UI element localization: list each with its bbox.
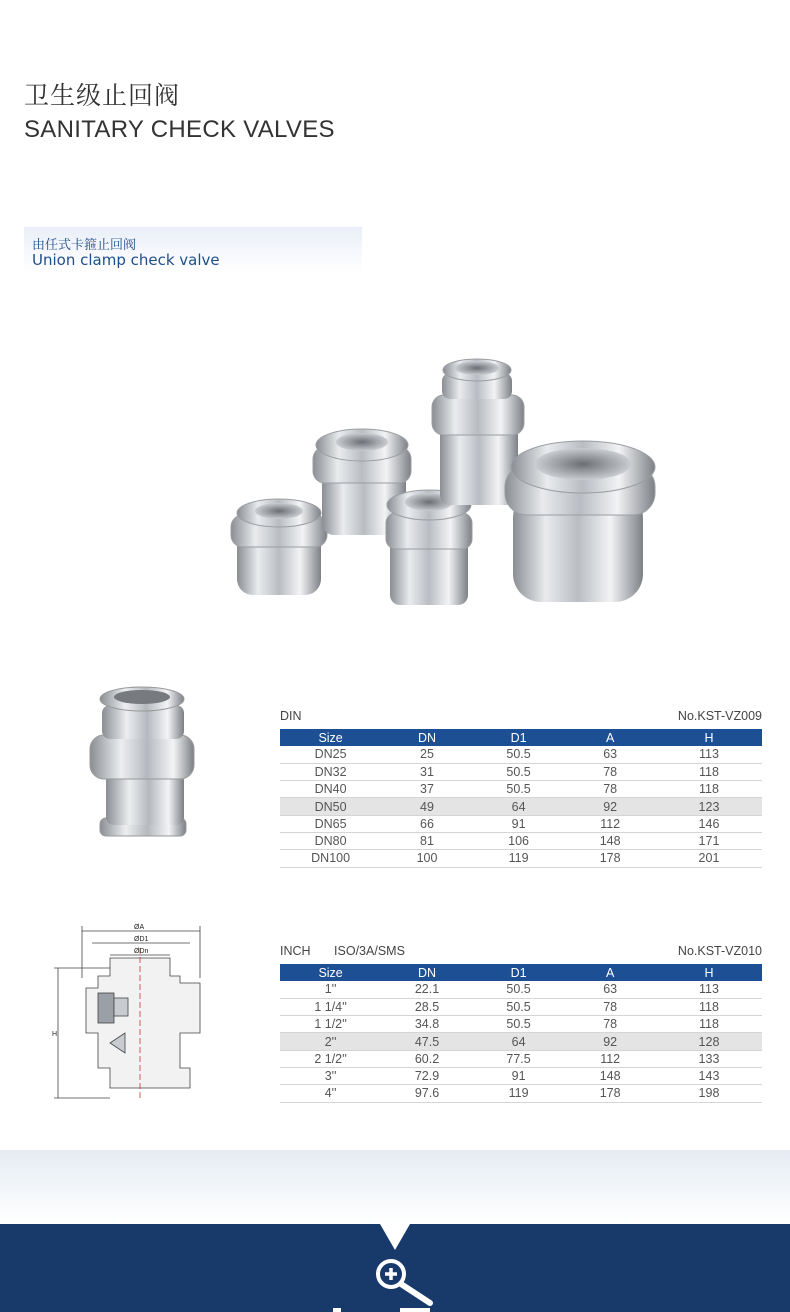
inch-cell: 1 1/2''	[280, 1016, 381, 1033]
inch-table-row	[280, 1033, 762, 1050]
inch-cell: 78	[564, 1016, 656, 1033]
din-table-row	[280, 850, 762, 867]
din-cell: 78	[564, 763, 656, 780]
din-cell: 146	[656, 815, 762, 832]
din-spec-table	[280, 707, 762, 868]
din-cell: DN50	[280, 798, 381, 815]
din-cell: 63	[564, 746, 656, 763]
inch-col-h: H	[656, 964, 762, 981]
din-cell: 123	[656, 798, 762, 815]
din-cell: 178	[564, 850, 656, 867]
din-cell: 78	[564, 781, 656, 798]
din-cell: DN32	[280, 763, 381, 780]
footer-notch	[380, 1224, 410, 1250]
din-col-size: Size	[280, 729, 381, 746]
footer-text-fragment	[400, 1308, 430, 1312]
inch-cell: 60.2	[381, 1050, 473, 1067]
din-cell: 118	[656, 781, 762, 798]
din-cell: 91	[473, 815, 565, 832]
inch-col-size: Size	[280, 964, 381, 981]
inch-cell: 3''	[280, 1067, 381, 1084]
footer-text-fragment	[333, 1308, 341, 1312]
inch-cell: 34.8	[381, 1016, 473, 1033]
din-table-row	[280, 815, 762, 832]
subheader-en: Union clamp check valve	[32, 251, 220, 269]
page-title-en: SANITARY CHECK VALVES	[24, 116, 335, 143]
inch-cell: 148	[564, 1067, 656, 1084]
din-cell: 81	[381, 832, 473, 849]
din-table-meta	[280, 707, 762, 729]
din-cell: 64	[473, 798, 565, 815]
inch-cell: 4''	[280, 1085, 381, 1102]
din-cell: 148	[564, 832, 656, 849]
dim-dn-label: ØDn	[134, 948, 149, 955]
inch-table-meta	[280, 942, 762, 964]
din-cell: DN25	[280, 746, 381, 763]
din-table-row	[280, 798, 762, 815]
product-single-photo	[80, 683, 200, 853]
inch-cell: 128	[656, 1033, 762, 1050]
dim-h-label: H	[52, 1031, 58, 1038]
zoom-in-icon[interactable]	[374, 1257, 436, 1307]
inch-cell: 78	[564, 998, 656, 1015]
din-cell: 92	[564, 798, 656, 815]
inch-table-row	[280, 1067, 762, 1084]
inch-cell: 50.5	[473, 1016, 565, 1033]
din-cell: 106	[473, 832, 565, 849]
inch-cell: 112	[564, 1050, 656, 1067]
din-cell: 50.5	[473, 746, 565, 763]
din-header-row	[280, 729, 762, 746]
din-cell: 100	[381, 850, 473, 867]
inch-cell: 63	[564, 981, 656, 998]
inch-cell: 2 1/2''	[280, 1050, 381, 1067]
inch-cell: 143	[656, 1067, 762, 1084]
din-label: DIN	[280, 709, 302, 723]
din-cell: 118	[656, 763, 762, 780]
din-cell: 66	[381, 815, 473, 832]
technical-drawing	[50, 918, 210, 1103]
inch-cell: 113	[656, 981, 762, 998]
din-table-row	[280, 781, 762, 798]
din-table	[280, 729, 762, 868]
din-cell: 50.5	[473, 781, 565, 798]
inch-cell: 50.5	[473, 981, 565, 998]
inch-cell: 118	[656, 998, 762, 1015]
din-cell: 112	[564, 815, 656, 832]
din-cell: DN65	[280, 815, 381, 832]
inch-cell: 133	[656, 1050, 762, 1067]
inch-col-d1: D1	[473, 964, 565, 981]
inch-table	[280, 964, 762, 1103]
inch-standard: ISO/3A/SMS	[334, 944, 405, 958]
dim-a-label: ØA	[134, 924, 145, 931]
inch-table-row	[280, 1050, 762, 1067]
inch-table-row	[280, 998, 762, 1015]
inch-cell: 50.5	[473, 998, 565, 1015]
inch-cell: 47.5	[381, 1033, 473, 1050]
product-subheader	[24, 227, 362, 273]
din-cell: 201	[656, 850, 762, 867]
inch-cell: 97.6	[381, 1085, 473, 1102]
page-title-cn: 卫生级止回阀	[24, 81, 181, 110]
din-code: No.KST-VZ009	[677, 709, 762, 723]
inch-cell: 2''	[280, 1033, 381, 1050]
inch-cell: 28.5	[381, 998, 473, 1015]
din-cell: 119	[473, 850, 565, 867]
inch-spec-table	[280, 942, 762, 1103]
din-table-row	[280, 763, 762, 780]
inch-cell: 77.5	[473, 1050, 565, 1067]
dim-d1-label: ØD1	[134, 936, 149, 943]
din-cell: 50.5	[473, 763, 565, 780]
inch-cell: 178	[564, 1085, 656, 1102]
inch-cell: 72.9	[381, 1067, 473, 1084]
inch-cell: 1 1/4''	[280, 998, 381, 1015]
inch-table-row	[280, 981, 762, 998]
inch-cell: 119	[473, 1085, 565, 1102]
inch-header-row	[280, 964, 762, 981]
din-cell: 31	[381, 763, 473, 780]
subheader-cn: 由任式卡箍止回阀	[32, 238, 137, 253]
din-col-dn: DN	[381, 729, 473, 746]
inch-col-dn: DN	[381, 964, 473, 981]
din-col-a: A	[564, 729, 656, 746]
inch-col-a: A	[564, 964, 656, 981]
din-table-row	[280, 832, 762, 849]
inch-table-row	[280, 1016, 762, 1033]
inch-cell: 118	[656, 1016, 762, 1033]
inch-cell: 92	[564, 1033, 656, 1050]
din-cell: DN80	[280, 832, 381, 849]
din-col-h: H	[656, 729, 762, 746]
inch-cell: 198	[656, 1085, 762, 1102]
inch-cell: 22.1	[381, 981, 473, 998]
inch-table-row	[280, 1085, 762, 1102]
inch-cell: 91	[473, 1067, 565, 1084]
section-divider	[0, 1150, 790, 1224]
inch-cell: 64	[473, 1033, 565, 1050]
inch-code: No.KST-VZ010	[677, 944, 762, 958]
din-cell: 37	[381, 781, 473, 798]
inch-cell: 1''	[280, 981, 381, 998]
din-col-d1: D1	[473, 729, 565, 746]
din-cell: 171	[656, 832, 762, 849]
din-cell: 49	[381, 798, 473, 815]
product-group-photo	[225, 355, 665, 610]
din-table-row	[280, 746, 762, 763]
footer-banner	[0, 1224, 790, 1312]
din-cell: DN40	[280, 781, 381, 798]
inch-label: INCH	[280, 944, 311, 958]
din-cell: DN100	[280, 850, 381, 867]
din-cell: 25	[381, 746, 473, 763]
din-cell: 113	[656, 746, 762, 763]
